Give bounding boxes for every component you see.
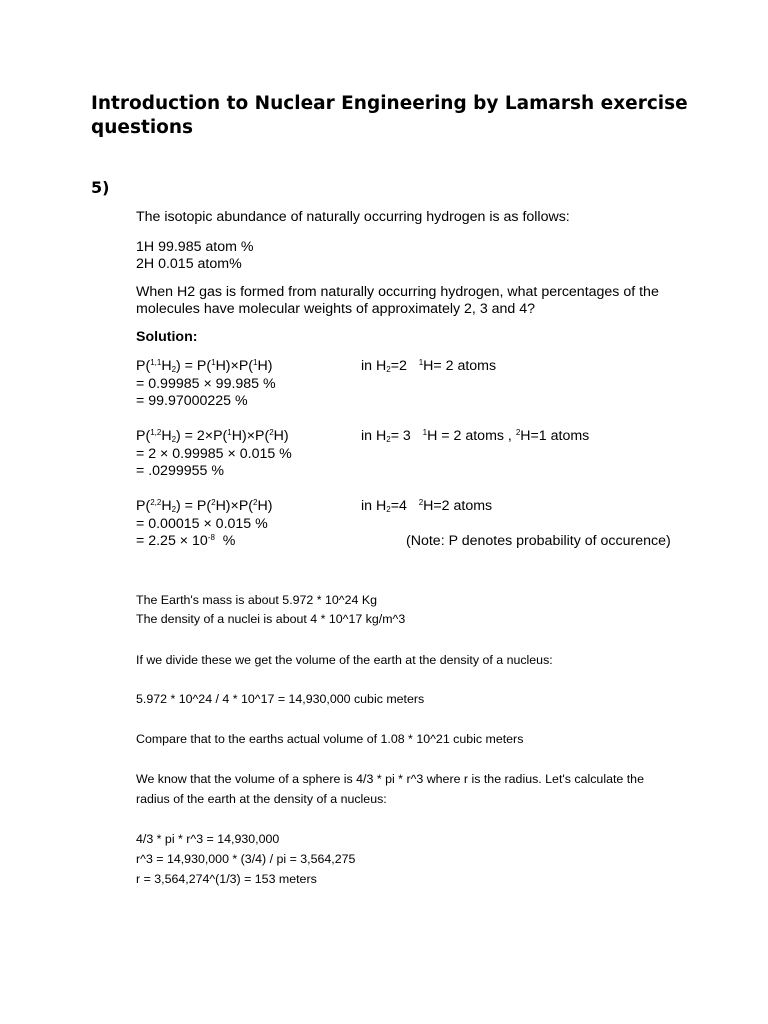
case1-condition: in $H_2=2$ $^1$H= 2 atoms (361, 358, 497, 374)
earth-mass: The Earth's mass is about 5.972 * 10^24 Kg (136, 593, 377, 607)
page-title: Introduction to Nuclear Engineering by Lamarsh exercise questions (91, 93, 688, 138)
solution-label: Solution: (136, 329, 198, 345)
sphere-text-1: We know that the volume of a sphere is 4/3 * pi * r^3 where r is the radius. Let's calculate the (136, 772, 644, 786)
radius-calc-3: r = 3,564,274^(1/3) = 153 meters (136, 872, 317, 886)
question-line-2: molecules have molecular weights of approximately 2, 3 and 4? (136, 301, 536, 317)
abundance-h1: 1H 99.985 atom % (136, 239, 254, 255)
divide-text: If we divide these we get the volume of the earth at the density of a nucleus: (136, 653, 553, 667)
volume-calculation: 5.972 * 10^24 / 4 * 10^17 = 14,930,000 cubic meters (136, 692, 425, 706)
radius-calc-2: r^3 = 14,930,000 * (3/4) / pi = 3,564,275 (136, 852, 356, 866)
case2-condition: in $H_2= 3$ $^1$H = 2 atoms , $^2$H=1 atoms (361, 428, 590, 444)
case1-formula: $P(^{1,1}H_2) = P(^1H)\times P(^1H)$ (136, 358, 273, 374)
case3-formula: $P(^{2,2}H_2) = P(^2H)\times P(^2H)$ (136, 498, 273, 514)
abundance-h2: 2H 0.015 atom% (136, 256, 242, 272)
compare-text: Compare that to the earths actual volume of 1.08 * 10^21 cubic meters (136, 732, 524, 746)
case2-formula: $P(^{1,2}H_2) = 2\times P(^1H)\times P(^2H)$ (136, 428, 289, 444)
probability-note: (Note: P denotes probability of occurence) (406, 533, 671, 549)
sphere-text-2: radius of the earth at the density of a nucleus: (136, 792, 387, 806)
case1-result: = 99.97000225 % (136, 393, 248, 409)
case2-step: = 2 × 0.99985 × 0.015 % (136, 446, 292, 462)
nucleus-density: The density of a nuclei is about 4 * 10^17 kg/m^3 (136, 612, 406, 626)
question-line-1: When H2 gas is formed from naturally occurring hydrogen, what percentages of the (136, 284, 659, 300)
case1-step: = 0.99985 × 99.985 % (136, 376, 276, 392)
case3-step: = 0.00015 × 0.015 % (136, 516, 268, 532)
case2-result: = .0299955 % (136, 463, 224, 479)
radius-calc-1: 4/3 * pi * r^3 = 14,930,000 (136, 832, 280, 846)
intro-text: The isotopic abundance of naturally occurring hydrogen is as follows: (136, 209, 570, 225)
question-number: 5) (91, 178, 110, 197)
case3-result: = $2.25 \times 10^{-8}$ % (136, 533, 236, 549)
case3-condition: in $H_2=4$ $^2$H=2 atoms (361, 498, 493, 514)
